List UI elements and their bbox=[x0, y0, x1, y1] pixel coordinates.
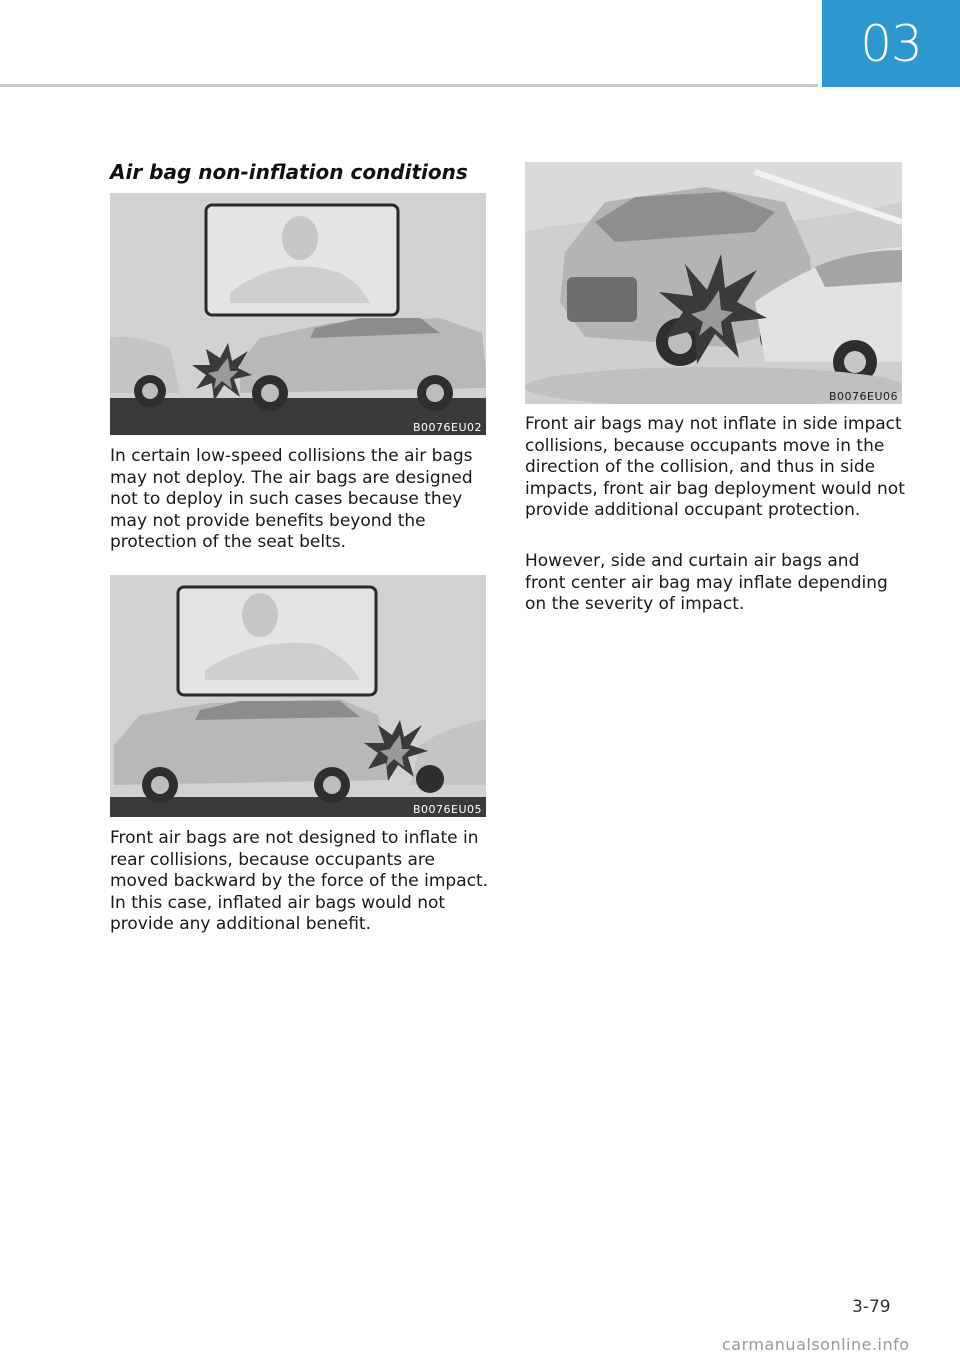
paragraph-side-impact: Front air bags may not inflate in side impact collisions, because occupants move in the direction of the collision, and thus in side impacts, front air bag deployment would not provide additional occupant protection. bbox=[525, 414, 905, 520]
figure-low-speed-collision bbox=[110, 193, 486, 435]
collision-illustration bbox=[110, 193, 486, 435]
chapter-number: 03 bbox=[860, 14, 922, 73]
section-title: Air bag non-inflation conditions bbox=[110, 160, 468, 184]
watermark: carmanualsonline.info bbox=[722, 1335, 910, 1354]
page-number: 3-79 bbox=[852, 1297, 891, 1317]
figure-code: B0076EU05 bbox=[412, 803, 482, 816]
figure-code: B0076EU06 bbox=[828, 390, 898, 403]
rear-collision-illustration bbox=[110, 575, 486, 817]
chapter-tab bbox=[822, 0, 960, 87]
paragraph-curtain-airbags: However, side and curtain air bags and front center air bag may inflate depending on the severity of impact. bbox=[525, 551, 888, 614]
paragraph-rear-collision: Front air bags are not designed to inflate in rear collisions, because occupants are moved backward by the force of the impact. In this case, inflated air bags would not provide any additional benefit. bbox=[110, 828, 489, 934]
figure-code: B0076EU02 bbox=[412, 421, 482, 434]
paragraph-low-speed: In certain low-speed collisions the air bags may not deploy. The air bags are designed not to deploy in such cases because they may not provide benefits beyond the protection of the seat belts. bbox=[110, 446, 473, 552]
figure-side-impact bbox=[525, 162, 902, 404]
figure-rear-collision bbox=[110, 575, 486, 817]
side-impact-illustration bbox=[525, 162, 902, 404]
header-rule bbox=[0, 84, 818, 87]
